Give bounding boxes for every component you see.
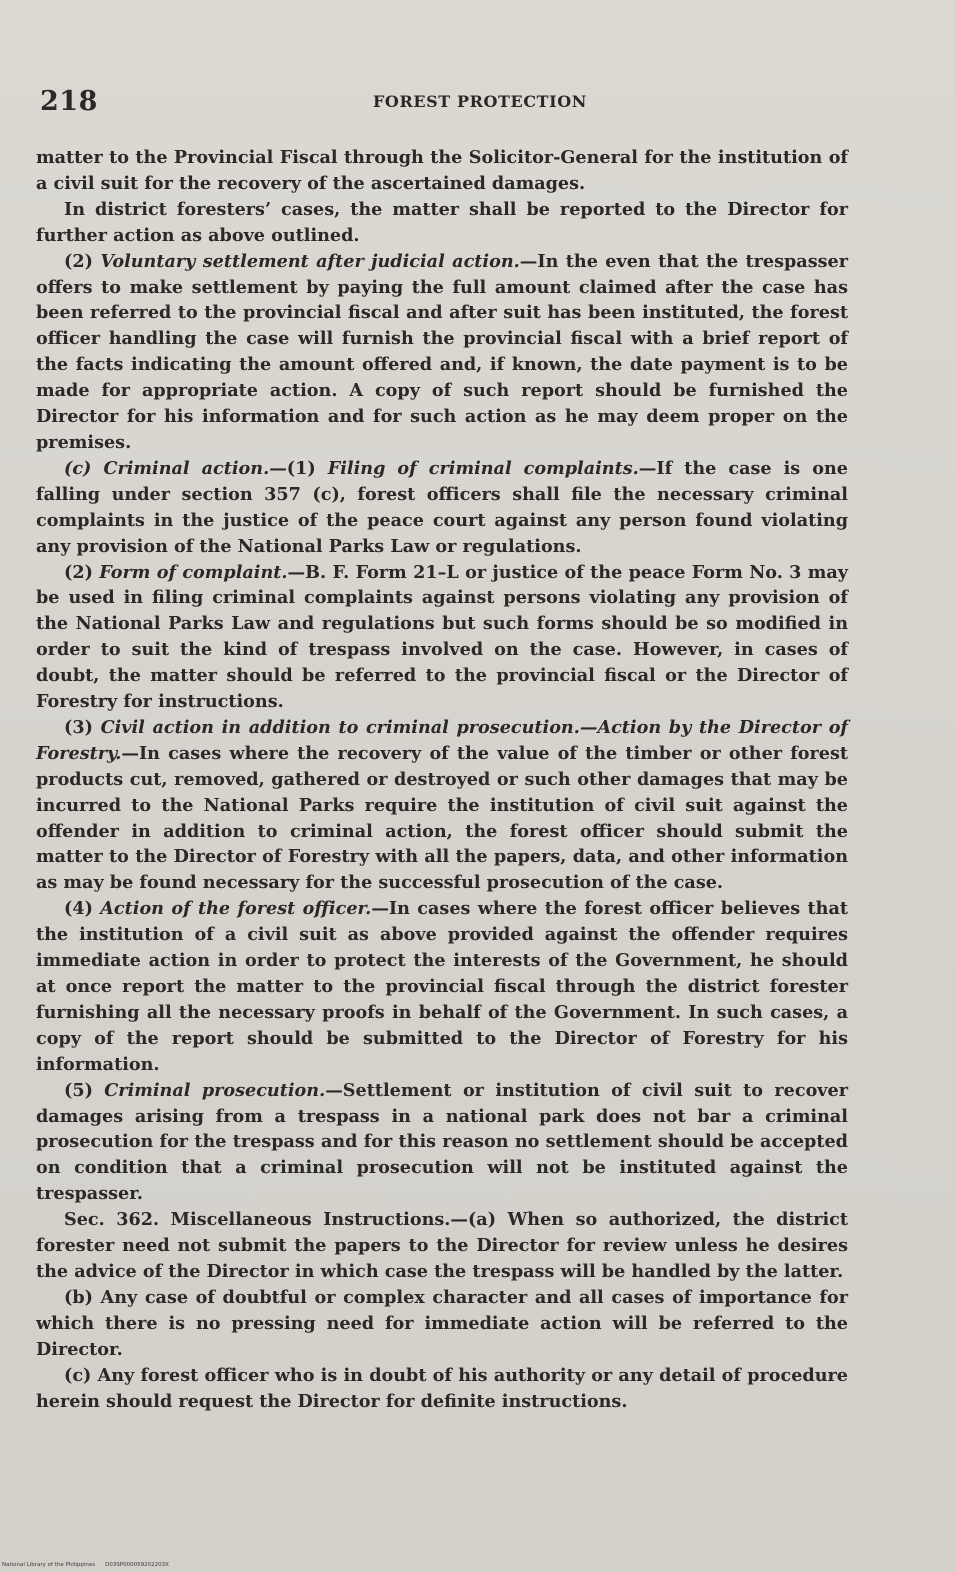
heading-criminal-action: Criminal action. [103, 457, 270, 479]
footer-library: National Library of the Philippines [2, 1562, 96, 1568]
paragraph-civil-action: (3) Civil action in addition to criminal prosecution.—Action by the Director of Forestry.—In cases where the recovery of the value of the timber or other forest products cut, removed, gathered or destroyed or such other damages that may be incurred to the National Parks require the institution of civil suit against the offender in addition to criminal action, the forest officer should submit the matter to the Director of Forestry with all the papers, data, and other information as may be found necessary for the successful prosecution of the case. [36, 716, 848, 894]
heading-voluntary-settlement: Voluntary settlement after judicial action. [100, 250, 520, 272]
paragraph-forest-officer-action: (4) Action of the forest officer.—In cases where the forest officer believes that the institution of a civil suit as above provided against the offender requires immediate action in order to protect the interests of the Government, he should at once report the matter to the provincial fiscal through the district forester furnishing all the necessary proofs in behalf of the Government. In such cases, a copy of the report should be submitted to the Director of Forestry for his information. [36, 898, 848, 1075]
heading-sec-362: Sec. 362. Miscellaneous Instructions. [64, 1209, 451, 1231]
heading-filing-complaints: Filing of criminal complaints. [327, 457, 639, 479]
footer-code: D03SP000059202203X [105, 1562, 169, 1568]
page-header [40, 86, 860, 122]
heading-criminal-prosecution: Criminal prosecution. [104, 1079, 326, 1101]
paragraph-2: In district foresters’ cases, the matter shall be reported to the Director for further action as above outlined. [36, 198, 848, 246]
paragraph-criminal-action: (c) Criminal action.—(1) Filing of criminal complaints.—If the case is one falling under section 357 (c), forest officers shall file the necessary criminal complaints in the justice of the peace court against any person found violating any provision of the National Parks Law or regulations. [36, 457, 848, 557]
heading-forest-officer-action: Action of the forest officer. [100, 898, 372, 920]
paragraph-sec-362-b: (b) Any case of doubtful or complex character and all cases of importance for which there is no pressing need for immediate action will be referred to the Director. [36, 1286, 848, 1360]
scan-footer [2, 1562, 179, 1568]
paragraph-sec-362: Sec. 362. Miscellaneous Instructions.—(a) When so authorized, the district forester need not submit the papers to the Director for review unless he desires the advice of the Director in which case the trespass will be handled by the latter. [36, 1209, 848, 1282]
page-number: 218 [40, 86, 98, 117]
paragraph-form-of-complaint: (2) Form of complaint.—B. F. Form 21–L or justice of the peace Form No. 3 may be used in filing criminal complaints against persons violating any provision of the National Parks Law and regulations but such forms should be so modified in order to suit the kind of trespass involved on the case. However, in cases of doubt, the matter should be referred to the provincial fiscal or the Director of Forestry for instructions. [36, 561, 848, 713]
paragraph-1: matter to the Provincial Fiscal through the Solicitor-General for the institution of a civil suit for the recovery of the ascertained damages. [36, 147, 848, 194]
heading-civil-action: Civil action in addition to criminal prosecution.—Action by the Director of Forestry. [36, 716, 848, 764]
heading-form-of-complaint: Form of complaint. [99, 561, 288, 583]
paragraph-sec-362-c: (c) Any forest officer who is in doubt of his authority or any detail of procedure herein should request the Director for definite instructions. [36, 1364, 848, 1412]
paragraph-voluntary-settlement: (2) Voluntary settlement after judicial action.—In the even that the trespasser offers to make settlement by paying the full amount claimed after the case has been referred to the provincial fiscal and after suit has been instituted, the forest officer handling the case will furnish the provincial fiscal with a brief report of the facts indicating the amount offered and, if known, the date payment is to be made for appropriate action. A copy of such report should be furnished the Director for his information and for such action as he may deem proper on the premises. [36, 250, 848, 453]
running-title: FOREST PROTECTION [372, 92, 588, 111]
body-text [36, 145, 848, 1414]
paragraph-criminal-prosecution: (5) Criminal prosecution.—Settlement or institution of civil suit to recover damages arising from a trespass in a national park does not bar a criminal prosecution for the trespass and for this reason no settlement should be accepted on condition that a criminal prosecution will not be instituted against the trespasser. [36, 1079, 848, 1205]
